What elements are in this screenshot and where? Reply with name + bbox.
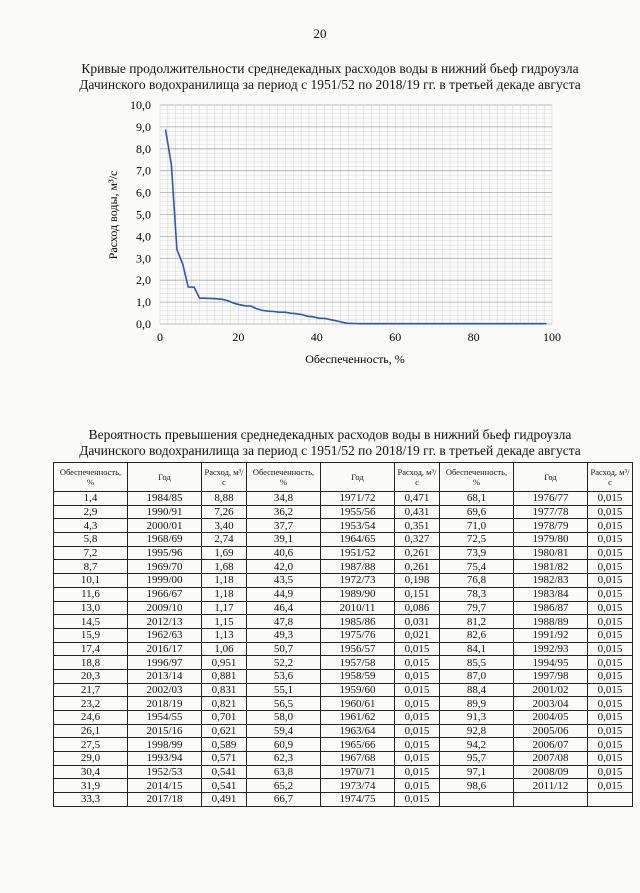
table-cell: 2007/08 [514,752,588,766]
table-cell: 2012/13 [128,615,202,629]
x-tick-label: 80 [467,330,480,344]
table-cell: 7,2 [54,546,128,560]
table-cell: 2,9 [54,505,128,519]
table-cell: 68,1 [440,492,514,506]
table-cell: 1993/94 [128,752,202,766]
table-cell: 10,1 [54,574,128,588]
table-row [54,587,633,601]
table-cell: 1956/57 [321,642,395,656]
table-cell: 0,015 [395,711,440,725]
chart-x-axis-label: Обеспеченность, % [305,352,405,366]
x-tick-label: 60 [389,330,402,344]
table-cell: 7,26 [202,505,247,519]
column-header: Год [514,463,588,492]
table-cell: 1965/66 [321,738,395,752]
table-cell: 0,015 [588,519,633,533]
table-cell: 81,2 [440,615,514,629]
table-cell: 0,015 [588,656,633,670]
y-tick-label: 1,0 [136,295,151,310]
table-cell: 1,18 [202,574,247,588]
x-tick-label: 40 [310,330,323,344]
table-row [54,656,633,670]
column-header: Год [128,463,202,492]
table-cell: 30,4 [54,765,128,779]
table-cell: 1980/81 [514,546,588,560]
table-cell: 1953/54 [321,519,395,533]
table-cell: 1990/91 [128,505,202,519]
y-tick-label: 10,0 [130,98,151,112]
table-cell: 18,8 [54,656,128,670]
table-cell: 1951/52 [321,546,395,560]
table-row [54,683,633,697]
table-cell: 24,6 [54,711,128,725]
table-cell: 5,8 [54,533,128,547]
table-cell: 1963/64 [321,724,395,738]
duration-curve-chart [0,95,640,375]
table-cell: 0,541 [202,779,247,793]
column-header: Год [321,463,395,492]
table-cell: 0,015 [395,724,440,738]
table-cell: 2004/05 [514,711,588,725]
table-cell: 3,40 [202,519,247,533]
y-tick-label: 6,0 [136,185,151,200]
table-cell: 49,3 [247,628,321,642]
table-cell: 76,8 [440,574,514,588]
y-tick-label: 5,0 [136,207,151,222]
table-cell: 0,031 [395,615,440,629]
table-cell: 0,351 [395,519,440,533]
table-cell: 65,2 [247,779,321,793]
table-body [54,492,633,807]
table-caption-line2: Дачинского водохранилища за период с 1951/52 по 2018/19 гг. в третьей декаде августа [79,443,581,458]
chart-caption-line2: Дачинского водохранилища за период с 1951/52 по 2018/19 гг. в третьей декаде августа [79,77,581,92]
table-cell: 1987/88 [321,560,395,574]
table-cell: 20,3 [54,669,128,683]
table-cell: 1,17 [202,601,247,615]
table-cell: 1985/86 [321,615,395,629]
table-row [54,669,633,683]
table-cell: 2005/06 [514,724,588,738]
table-cell: 0,541 [202,765,247,779]
table-cell: 2002/03 [128,683,202,697]
table-row [54,519,633,533]
table-cell: 2016/17 [128,642,202,656]
table-row [54,752,633,766]
table-cell: 1992/93 [514,642,588,656]
table-cell: 1984/85 [128,492,202,506]
chart-grid [160,105,552,324]
table-row [54,560,633,574]
table-cell: 1954/55 [128,711,202,725]
table-cell: 55,1 [247,683,321,697]
table-cell: 14,5 [54,615,128,629]
table-cell: 2000/01 [128,519,202,533]
table-cell: 0,327 [395,533,440,547]
table-header-row [54,463,633,492]
table-cell: 0,015 [588,574,633,588]
probability-table [53,462,633,807]
table-cell: 0,015 [588,628,633,642]
table-cell: 36,2 [247,505,321,519]
table-cell: 72,5 [440,533,514,547]
table-cell: 46,4 [247,601,321,615]
y-tick-label: 8,0 [136,141,151,156]
table-cell: 1962/63 [128,628,202,642]
table-cell: 0,015 [588,669,633,683]
table-cell: 0,015 [395,669,440,683]
table-cell: 33,3 [54,793,128,807]
table-cell: 2009/10 [128,601,202,615]
table-cell: 2018/19 [128,697,202,711]
table-cell: 91,3 [440,711,514,725]
table-cell: 1983/84 [514,587,588,601]
table-cell: 1952/53 [128,765,202,779]
table-cell: 87,0 [440,669,514,683]
table-cell: 0,015 [588,546,633,560]
table-row [54,765,633,779]
table-cell: 1998/99 [128,738,202,752]
table-cell: 1972/73 [321,574,395,588]
table-cell: 2006/07 [514,738,588,752]
table-cell: 89,9 [440,697,514,711]
table-cell: 1979/80 [514,533,588,547]
table-cell [588,793,633,807]
table-container [53,462,633,807]
table-cell: 0,015 [395,683,440,697]
table-cell: 88,4 [440,683,514,697]
table-cell: 1,06 [202,642,247,656]
table-cell: 78,3 [440,587,514,601]
table-cell: 1961/62 [321,711,395,725]
table-cell: 1970/71 [321,765,395,779]
table-cell: 1964/65 [321,533,395,547]
table-cell: 82,6 [440,628,514,642]
table-cell: 0,621 [202,724,247,738]
table-cell: 0,015 [395,793,440,807]
table-cell: 0,015 [395,779,440,793]
y-tick-label: 3,0 [136,251,151,266]
table-cell: 21,7 [54,683,128,697]
table-cell: 69,6 [440,505,514,519]
table-cell: 0,701 [202,711,247,725]
column-header: Расход, м³/с [395,463,440,492]
table-cell: 0,151 [395,587,440,601]
column-header: Обеспеченность, % [440,463,514,492]
table-cell: 11,6 [54,587,128,601]
table-cell: 1,13 [202,628,247,642]
table-cell: 1,69 [202,546,247,560]
x-tick-label: 0 [157,330,163,344]
table-row [54,642,633,656]
table-cell: 1981/82 [514,560,588,574]
table-cell: 52,2 [247,656,321,670]
table-row [54,492,633,506]
y-tick-label: 7,0 [136,163,151,178]
table-cell: 0,015 [395,642,440,656]
chart-caption-line1: Кривые продолжительности среднедекадных расходов воды в нижний бьеф гидроузла [81,61,579,76]
table-cell: 2014/15 [128,779,202,793]
table-cell: 1977/78 [514,505,588,519]
table-cell: 34,8 [247,492,321,506]
table-cell: 0,261 [395,546,440,560]
table-row [54,779,633,793]
table-cell: 63,8 [247,765,321,779]
table-cell: 97,1 [440,765,514,779]
table-cell: 0,881 [202,669,247,683]
table-cell: 0,021 [395,628,440,642]
table-row [54,601,633,615]
table-cell: 85,5 [440,656,514,670]
table-cell: 2008/09 [514,765,588,779]
table-row [54,724,633,738]
table-cell: 62,3 [247,752,321,766]
table-cell: 1960/61 [321,697,395,711]
table-cell: 2017/18 [128,793,202,807]
table-cell: 1958/59 [321,669,395,683]
table-cell: 4,3 [54,519,128,533]
table-cell: 1982/83 [514,574,588,588]
table-cell: 92,8 [440,724,514,738]
table-row [54,793,633,807]
table-row [54,505,633,519]
table-cell: 1994/95 [514,656,588,670]
table-row [54,574,633,588]
table-cell: 2010/11 [321,601,395,615]
table-cell: 66,7 [247,793,321,807]
table-cell: 0,015 [588,505,633,519]
table-cell: 98,6 [440,779,514,793]
table-cell: 29,0 [54,752,128,766]
table-cell: 0,015 [588,683,633,697]
table-row [54,738,633,752]
table-cell: 2013/14 [128,669,202,683]
table-cell: 58,0 [247,711,321,725]
table-cell: 0,015 [395,752,440,766]
table-cell: 2003/04 [514,697,588,711]
table-cell: 95,7 [440,752,514,766]
table-cell: 31,9 [54,779,128,793]
table-cell: 1959/60 [321,683,395,697]
table-cell: 1978/79 [514,519,588,533]
chart-ticks [130,98,561,344]
table-cell: 0,015 [588,724,633,738]
table-cell: 1,68 [202,560,247,574]
table-cell: 1995/96 [128,546,202,560]
table-cell: 1988/89 [514,615,588,629]
table-cell: 1971/72 [321,492,395,506]
table-cell: 0,015 [588,779,633,793]
column-header: Обеспеченность, % [54,463,128,492]
table-cell: 1967/68 [321,752,395,766]
y-tick-label: 2,0 [136,273,151,288]
table-cell: 1976/77 [514,492,588,506]
table-cell: 0,015 [588,533,633,547]
table-cell: 1975/76 [321,628,395,642]
table-cell: 0,589 [202,738,247,752]
table-cell: 0,431 [395,505,440,519]
table-cell: 73,9 [440,546,514,560]
table-cell: 0,951 [202,656,247,670]
table-row [54,628,633,642]
x-tick-label: 20 [232,330,245,344]
x-tick-label: 100 [543,330,561,344]
column-header: Расход, м³/с [202,463,247,492]
table-cell: 8,7 [54,560,128,574]
table-cell: 0,831 [202,683,247,697]
table-cell: 0,015 [395,697,440,711]
table-row [54,533,633,547]
table-cell: 1989/90 [321,587,395,601]
table-cell: 0,198 [395,574,440,588]
table-cell: 0,086 [395,601,440,615]
table-cell: 2011/12 [514,779,588,793]
table-cell: 2001/02 [514,683,588,697]
table-cell: 1973/74 [321,779,395,793]
table-cell: 1966/67 [128,587,202,601]
table-caption [30,427,630,459]
table-cell: 8,88 [202,492,247,506]
chart-y-axis-label: Расход воды, м³/с [106,170,120,260]
table-cell: 1968/69 [128,533,202,547]
table-cell: 0,015 [395,765,440,779]
table-cell: 1997/98 [514,669,588,683]
table-cell: 1957/58 [321,656,395,670]
table-cell: 1,18 [202,587,247,601]
table-cell: 1986/87 [514,601,588,615]
table-cell: 2015/16 [128,724,202,738]
table-cell: 37,7 [247,519,321,533]
table-cell: 44,9 [247,587,321,601]
table-cell: 0,015 [588,601,633,615]
table-caption-line1: Вероятность превышения среднедекадных расходов воды в нижний бьеф гидроузла [88,427,572,442]
table-cell: 0,015 [588,697,633,711]
table-cell: 0,471 [395,492,440,506]
table-row [54,615,633,629]
table-cell: 1996/97 [128,656,202,670]
table-cell: 71,0 [440,519,514,533]
table-cell: 0,261 [395,560,440,574]
table-cell: 59,4 [247,724,321,738]
table-cell: 42,0 [247,560,321,574]
table-cell: 1999/00 [128,574,202,588]
y-tick-label: 4,0 [136,229,151,244]
column-header: Расход, м³/с [588,463,633,492]
table-cell: 56,5 [247,697,321,711]
table-cell: 1969/70 [128,560,202,574]
table-row [54,711,633,725]
table-cell: 0,491 [202,793,247,807]
table-cell: 50,7 [247,642,321,656]
table-cell [514,793,588,807]
table-cell: 84,1 [440,642,514,656]
table-cell: 27,5 [54,738,128,752]
table-cell: 0,571 [202,752,247,766]
column-header: Обеспеченность, % [247,463,321,492]
table-cell: 0,015 [588,587,633,601]
table-cell: 0,015 [588,765,633,779]
table-cell: 39,1 [247,533,321,547]
table-cell: 0,015 [395,656,440,670]
table-cell: 1,15 [202,615,247,629]
table-cell: 17,4 [54,642,128,656]
table-cell: 40,6 [247,546,321,560]
table-cell: 0,015 [395,738,440,752]
table-row [54,546,633,560]
table-cell: 53,6 [247,669,321,683]
table-cell: 0,015 [588,560,633,574]
y-tick-label: 0,0 [136,317,151,331]
chart-caption [30,61,630,93]
table-cell [440,793,514,807]
table-cell: 47,8 [247,615,321,629]
table-cell: 0,015 [588,752,633,766]
y-tick-label: 9,0 [136,119,151,134]
table-cell: 1974/75 [321,793,395,807]
table-cell: 0,015 [588,492,633,506]
table-cell: 0,015 [588,738,633,752]
table-cell: 94,2 [440,738,514,752]
table-cell: 0,015 [588,642,633,656]
table-cell: 15,9 [54,628,128,642]
table-cell: 23,2 [54,697,128,711]
table-cell: 1955/56 [321,505,395,519]
table-cell: 43,5 [247,574,321,588]
table-cell: 79,7 [440,601,514,615]
page-number: 20 [313,26,327,41]
table-cell: 2,74 [202,533,247,547]
table-cell: 0,015 [588,711,633,725]
table-cell: 1,4 [54,492,128,506]
table-cell: 75,4 [440,560,514,574]
table-row [54,697,633,711]
table-cell: 13,0 [54,601,128,615]
table-cell: 60,9 [247,738,321,752]
table-cell: 0,821 [202,697,247,711]
table-cell: 26,1 [54,724,128,738]
table-cell: 1991/92 [514,628,588,642]
table-cell: 0,015 [588,615,633,629]
